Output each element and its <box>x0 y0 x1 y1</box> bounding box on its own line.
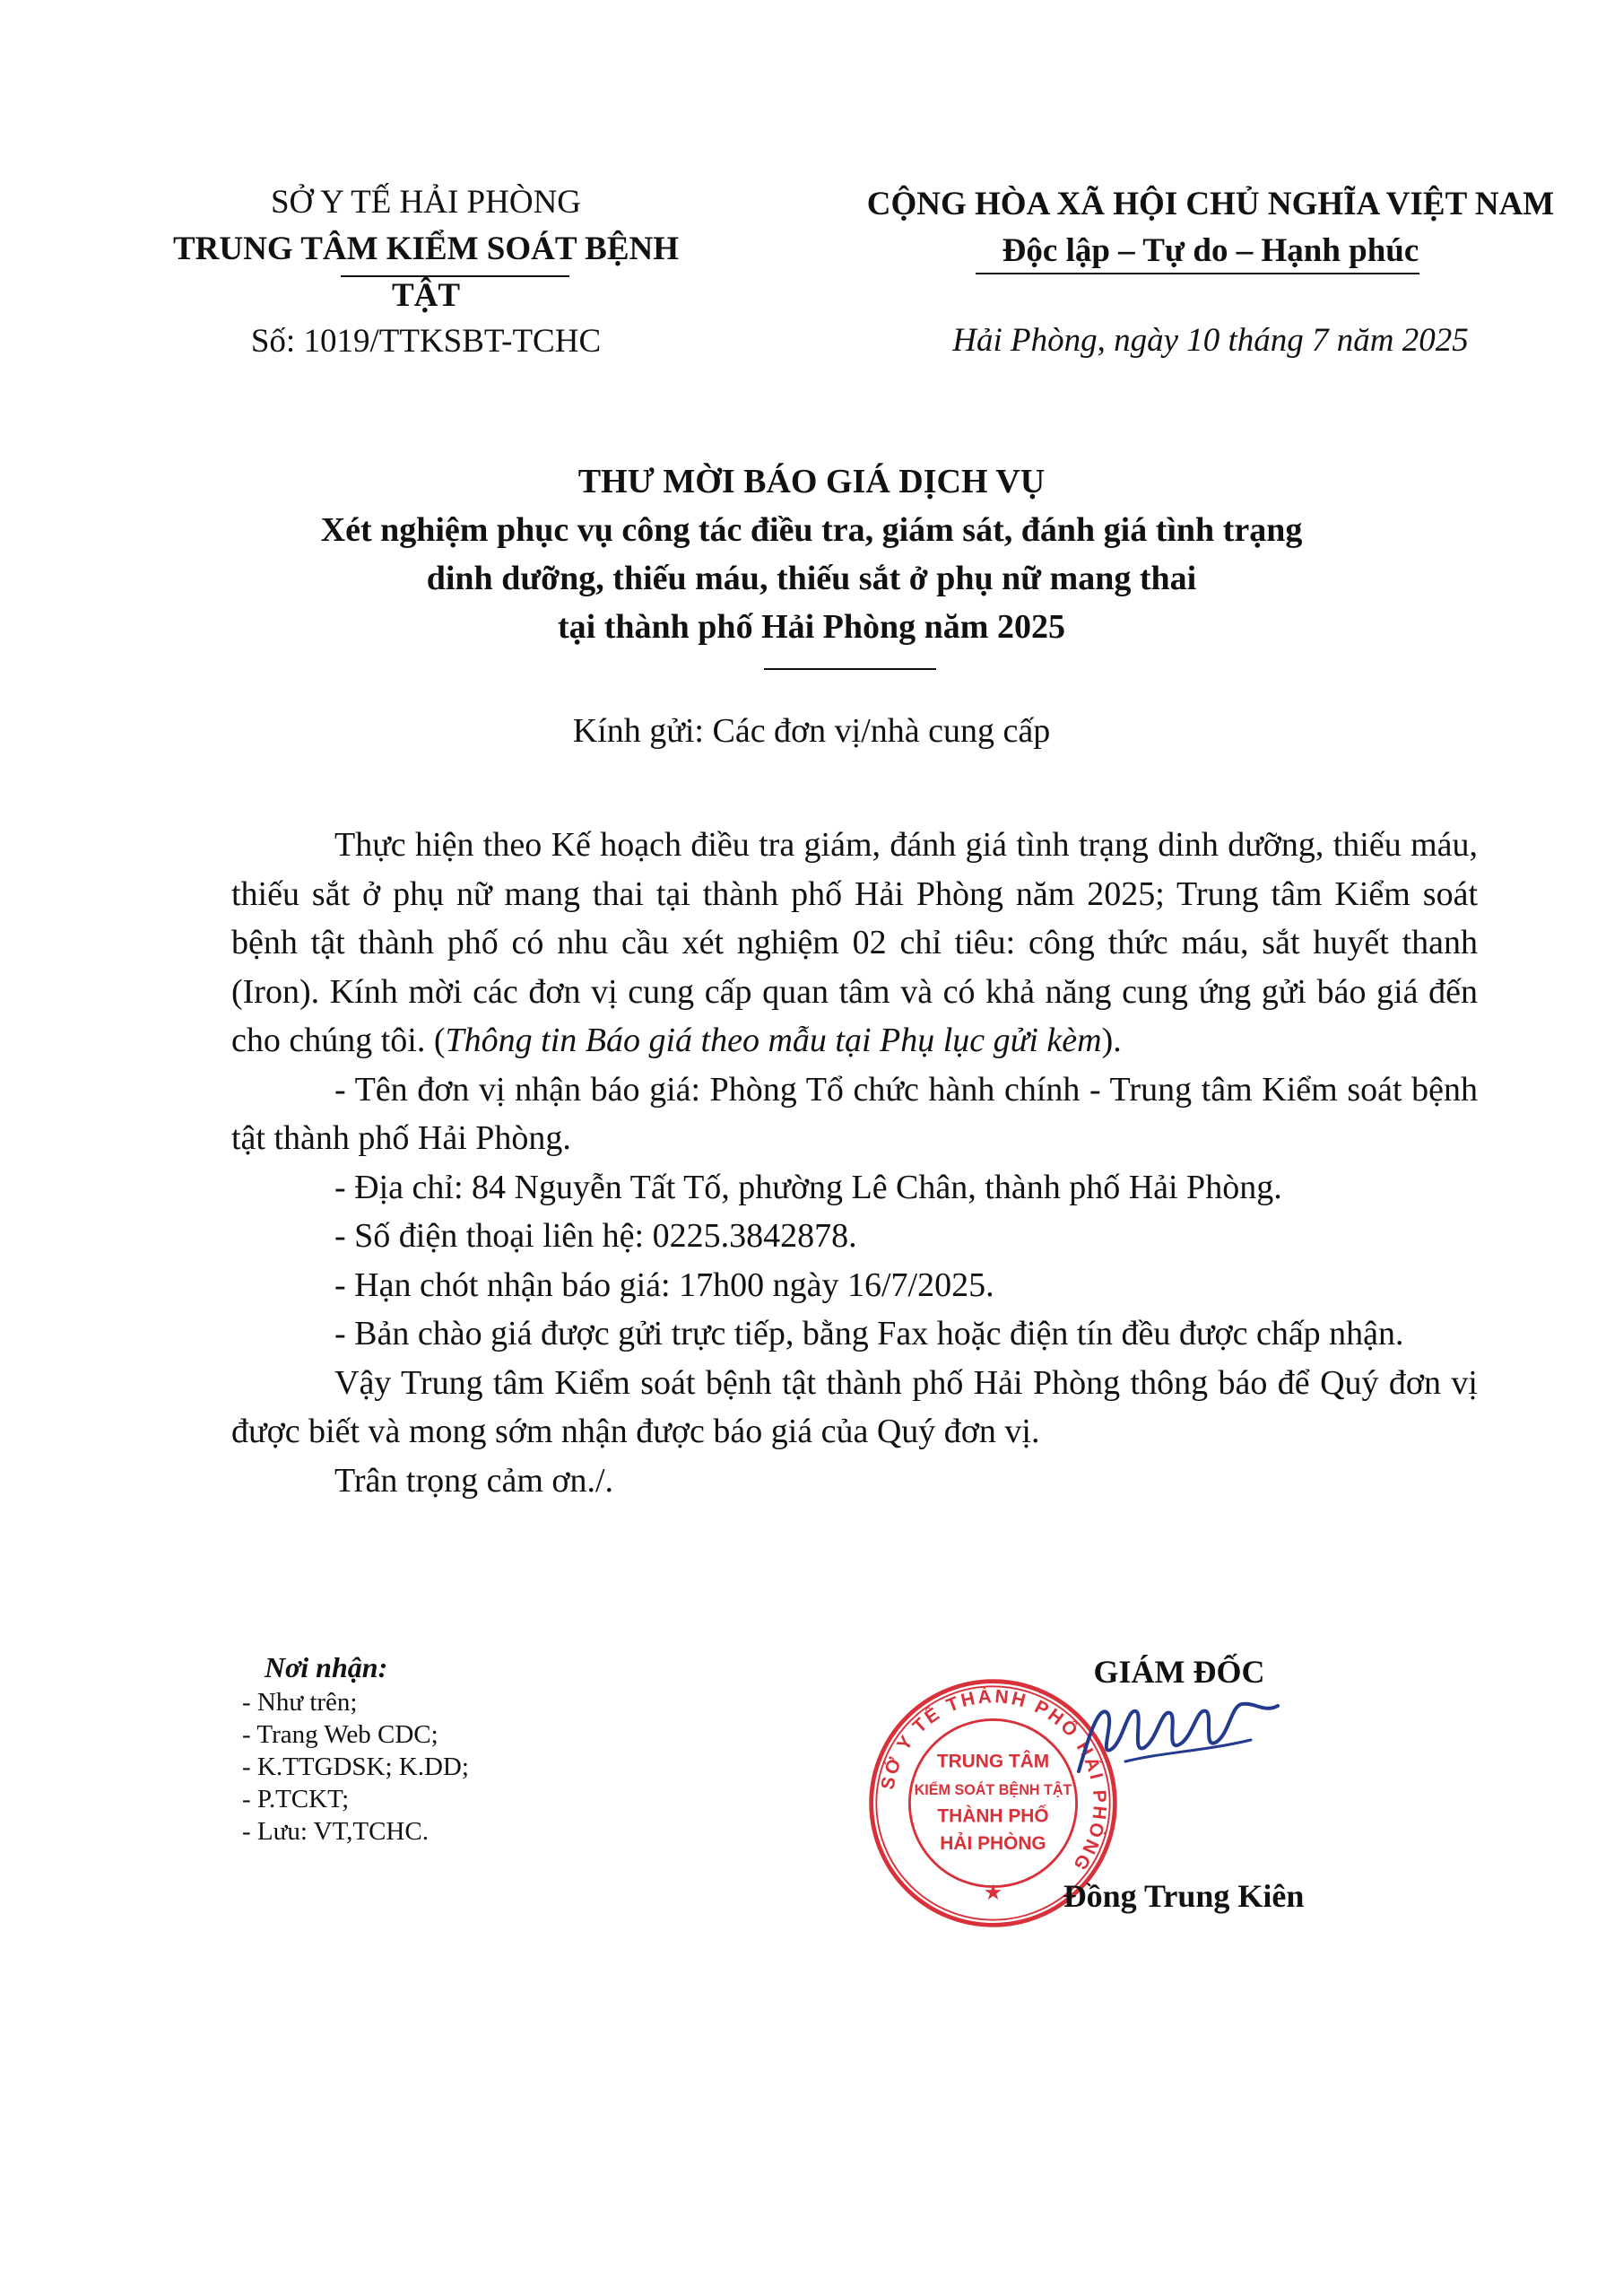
recipient-item: - K.TTGDSK; K.DD; <box>242 1752 469 1781</box>
national-title: CỘNG HÒA XÃ HỘI CHỦ NGHĨA VIỆT NAM <box>866 186 1555 222</box>
seal-star-icon: ★ <box>985 1882 1002 1903</box>
recipients-title: Nơi nhận: <box>265 1651 388 1683</box>
recipient-item: - Như trên; <box>242 1688 358 1717</box>
place-date: Hải Phòng, ngày 10 tháng 7 năm 2025 <box>952 322 1469 359</box>
signer-name: Đồng Trung Kiên <box>1063 1878 1305 1914</box>
info-item: - Tên đơn vị nhận báo giá: Phòng Tổ chức hành chính - Trung tâm Kiểm soát bệnh tật thành phố Hải Phòng. <box>231 1070 1478 1157</box>
national-motto: Độc lập – Tự do – Hạnh phúc <box>1002 232 1419 269</box>
thanks-line: Trân trọng cảm ơn./. <box>334 1461 614 1500</box>
intro-appendix-note: Thông tin Báo giá theo mẫu tại Phụ lục gửi kèm <box>445 1022 1102 1059</box>
recipient-item: - P.TCKT; <box>242 1785 350 1813</box>
info-item: - Hạn chót nhận báo giá: 17h00 ngày 16/7/2025. <box>334 1265 994 1304</box>
agency-name: SỞ Y TẾ HẢI PHÒNG <box>270 184 582 221</box>
seal-line-3: THÀNH PHỐ <box>937 1805 1049 1827</box>
seal-line-1: TRUNG TÂM <box>936 1751 1050 1772</box>
addressee: Kính gửi: Các đơn vị/nhà cung cấp <box>572 712 1051 750</box>
closing-paragraph: Vậy Trung tâm Kiểm soát bệnh tật thành phố Hải Phòng thông báo để Quý đơn vị được biết và mong sớm nhận được báo giá của Quý đơn vị. <box>231 1363 1478 1450</box>
seal-line-4: HẢI PHÒNG <box>940 1832 1046 1854</box>
intro-paragraph <box>231 821 1478 1065</box>
seal-ring-text: SỞ Y TẾ THÀNH PHỐ HẢI PHÒNG <box>877 1686 1110 1876</box>
title-subject-line-2: dinh dưỡng, thiếu máu, thiếu sắt ở phụ nữ mang thai <box>426 560 1197 597</box>
info-item: - Số điện thoại liên hệ: 0225.3842878. <box>334 1217 857 1255</box>
center-name: TRUNG TÂM KIỂM SOÁT BỆNH TẬT <box>173 230 679 314</box>
intro-text: Thực hiện theo Kế hoạch điều tra giám, đánh giá tình trạng dinh dưỡng, thiếu máu, thiếu sắt ở phụ nữ mang thai tại thành phố Hải Phòng năm 2025; Trung tâm Kiểm soát bệnh tật thành phố có nhu cầu xét nghiệm 02 chỉ tiêu: công thức máu, sắt huyết thanh (Iron). Kính mời các đơn vị cung cấp quan tâm và có khả năng cung ứng gửi báo giá đến cho chúng tôi. ( <box>231 826 1478 1059</box>
signer-title: GIÁM ĐỐC <box>1093 1654 1265 1690</box>
title-subject-line-1: Xét nghiệm phục vụ công tác điều tra, giám sát, đánh giá tình trạng <box>320 511 1303 549</box>
recipient-item: - Lưu: VT,TCHC. <box>242 1817 429 1846</box>
document-title: THƯ MỜI BÁO GIÁ DỊCH VỤ <box>577 463 1046 500</box>
left-header-rule <box>341 275 569 277</box>
handwritten-signature <box>1072 1686 1287 1785</box>
recipient-item: - Trang Web CDC; <box>242 1720 438 1749</box>
info-item: - Bản chào giá được gửi trực tiếp, bằng Fax hoặc điện tín đều được chấp nhận. <box>334 1315 1404 1352</box>
recipients-block <box>242 1648 469 1848</box>
seal-line-2: KIỂM SOÁT BỆNH TẬT <box>914 1782 1072 1798</box>
title-subject-line-3: tại thành phố Hải Phòng năm 2025 <box>558 608 1065 646</box>
info-item: - Địa chỉ: 84 Nguyễn Tất Tố, phường Lê Chân, thành phố Hải Phòng. <box>334 1168 1282 1206</box>
letter-body <box>231 821 1478 1505</box>
document-number: Số: 1019/TTKSBT-TCHC <box>250 323 602 360</box>
title-rule <box>764 668 936 670</box>
intro-end: ). <box>1101 1022 1122 1059</box>
motto-rule <box>976 273 1419 274</box>
